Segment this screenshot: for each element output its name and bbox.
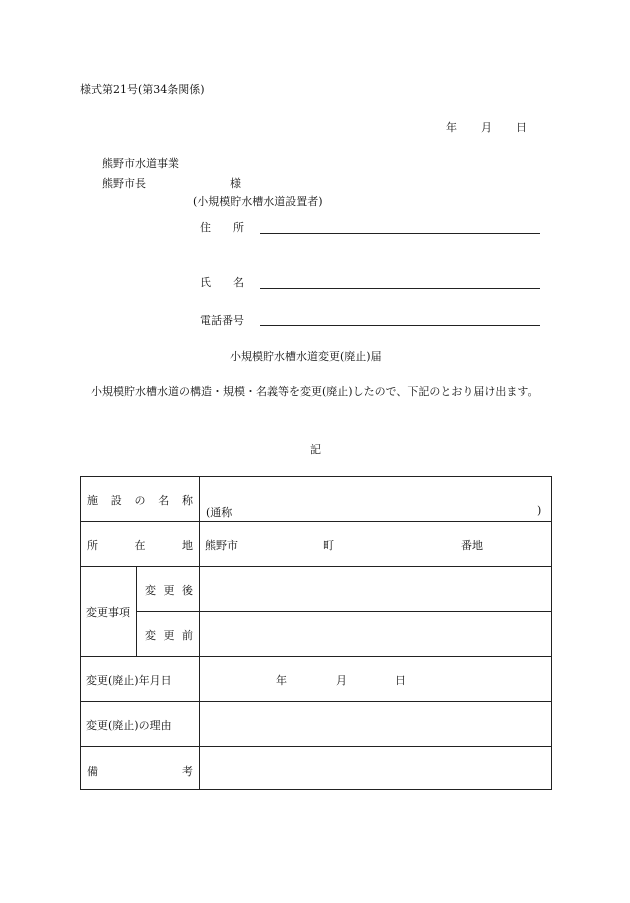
ki-heading: 記: [310, 443, 321, 456]
body-paragraph: 小規模貯水槽水道の構造・規模・名義等を変更(廃止)したので、下記のとおり届け出ます。: [91, 385, 539, 398]
char: の: [134, 494, 146, 507]
applicant-role: (小規模貯水槽水道設置者): [193, 195, 323, 208]
reason-label: 変更(廃止)の理由: [86, 719, 172, 732]
date-month-label: 月: [481, 121, 492, 134]
row-divider: [81, 521, 551, 522]
address-field[interactable]: [260, 233, 540, 234]
change-date-month: 月: [336, 674, 347, 687]
char: 名: [158, 494, 170, 507]
change-date-year: 年: [276, 674, 287, 687]
facility-name-label: [87, 492, 193, 508]
addressee-org: 熊野市水道事業: [102, 157, 179, 170]
facility-common-name-label: (通称: [206, 506, 233, 519]
location-town: 町: [323, 539, 334, 552]
char: 所: [87, 539, 98, 552]
date-year-label: 年: [446, 121, 457, 134]
form-number: 様式第21号(第34条関係): [80, 83, 205, 96]
reason-field[interactable]: [201, 703, 551, 745]
char: 考: [182, 765, 193, 778]
facility-common-name-close: ): [537, 504, 542, 517]
char: 施: [87, 494, 98, 507]
char: 変: [145, 584, 156, 597]
facility-common-name-field[interactable]: [221, 503, 521, 519]
char: 更: [163, 584, 175, 597]
char: 称: [182, 494, 193, 507]
char: 変: [145, 629, 156, 642]
row-divider: [81, 656, 551, 657]
after-label: [145, 582, 193, 598]
change-items-label: 変更事項: [86, 606, 130, 619]
phone-field[interactable]: [260, 325, 540, 326]
location-city: 熊野市: [205, 539, 238, 552]
char: 前: [182, 629, 193, 642]
change-date-day: 日: [395, 674, 406, 687]
char: 地: [182, 539, 193, 552]
row-divider: [81, 746, 551, 747]
column-divider: [199, 477, 200, 790]
row-divider: [81, 701, 551, 702]
char: 備: [87, 765, 98, 778]
date-day-label: 日: [516, 121, 527, 134]
remarks-field[interactable]: [201, 748, 551, 789]
document-title: 小規模貯水槽水道変更(廃止)届: [230, 350, 382, 363]
location-lot: 番地: [461, 539, 483, 552]
address-label: 住所: [200, 221, 266, 234]
row-divider: [81, 566, 551, 567]
change-date-label: 変更(廃止)年月日: [86, 674, 172, 687]
addressee-title: 熊野市長: [102, 177, 146, 190]
addressee-honorific: 様: [230, 177, 241, 190]
form-table: [80, 476, 552, 790]
location-label: [87, 537, 193, 553]
char: 後: [182, 584, 193, 597]
phone-label: 電話番号: [200, 314, 244, 327]
name-label: 氏名: [200, 276, 266, 289]
column-divider: [136, 566, 137, 656]
after-field[interactable]: [201, 568, 551, 610]
remarks-label: [87, 763, 193, 779]
before-field[interactable]: [201, 613, 551, 655]
before-label: [145, 627, 193, 643]
name-field[interactable]: [260, 288, 540, 289]
char: 設: [110, 494, 122, 507]
char: 更: [163, 629, 175, 642]
char: 在: [134, 539, 146, 552]
